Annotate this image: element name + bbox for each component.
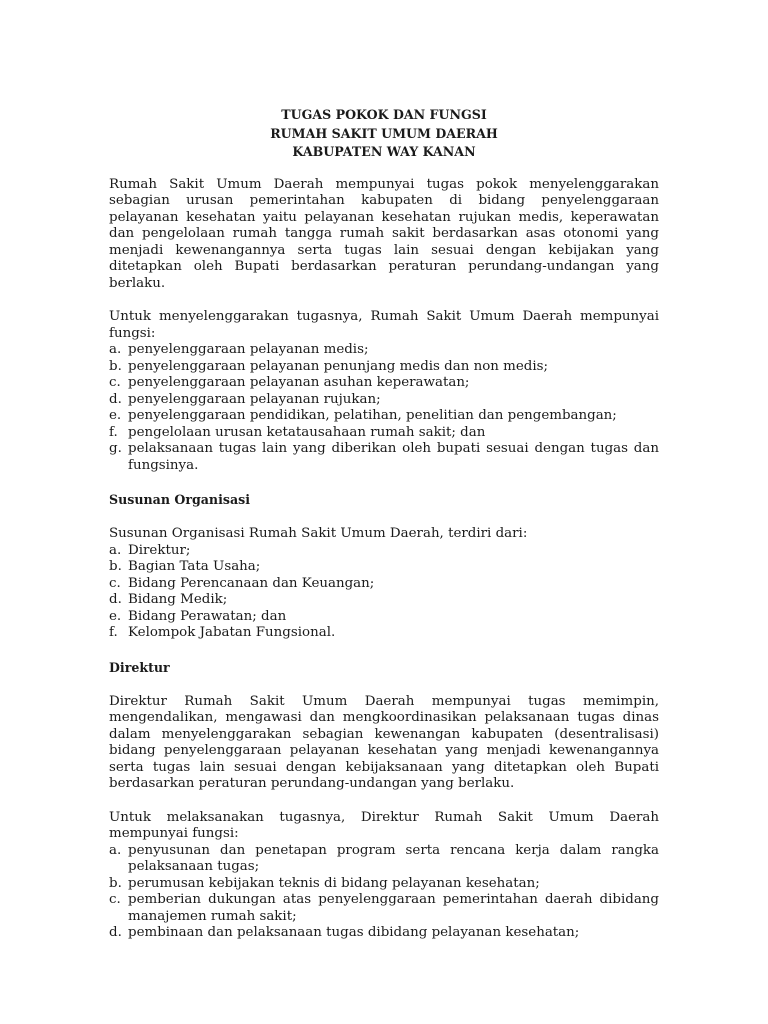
organization-intro: Susunan Organisasi Rumah Sakit Umum Daerah, terdiri dari: — [109, 526, 528, 541]
list-item — [109, 425, 659, 442]
title-line-2: RUMAH SAKIT UMUM DAERAH — [270, 125, 498, 141]
list-item — [109, 559, 659, 576]
list-item — [109, 441, 659, 474]
functions-section — [109, 309, 659, 474]
list-text: Direktur; — [128, 542, 191, 558]
list-text: penyusunan dan penetapan program serta rencana kerja dalam rangka pelaksanaan tugas; — [128, 842, 659, 874]
list-item — [109, 892, 659, 925]
list-marker: c. — [109, 892, 121, 907]
list-marker: d. — [109, 391, 122, 407]
director-functions-list — [109, 843, 659, 942]
document-content — [109, 106, 659, 942]
list-item — [109, 843, 659, 876]
list-marker: d. — [109, 925, 122, 940]
list-text: pelaksanaan tugas lain yang diberikan oleh bupati sesuai dengan tugas dan fungsinya. — [128, 441, 659, 473]
list-text: pengelolaan urusan ketatausahaan rumah sakit; dan — [128, 424, 486, 440]
director-functions-intro: Untuk melaksanakan tugasnya, Direktur Rumah Sakit Umum Daerah mempunyai fungsi: — [109, 809, 659, 841]
organization-heading: Susunan Organisasi — [109, 492, 250, 507]
list-marker: f. — [109, 424, 118, 440]
list-marker: c. — [109, 375, 121, 390]
functions-intro: Untuk menyelenggarakan tugasnya, Rumah Sakit Umum Daerah mempunyai fungsi: — [109, 309, 659, 341]
list-item — [109, 876, 659, 893]
list-text: Bidang Perencanaan dan Keuangan; — [128, 575, 375, 591]
intro-section — [109, 177, 659, 293]
intro-paragraph: Rumah Sakit Umum Daerah mempunyai tugas pokok menyelenggarakan sebagian urusan pemerintahan kabupaten di bidang penyelenggaraan pelayanan kesehatan yaitu pelayanan kesehatan rujukan medis, keperawatan dan pengelolaan rumah tangga rumah sakit berdasarkan asas otonomi yang menjadi kewenangannya serta tugas lain sesuai dengan kebijakan yang ditetapkan oleh Bupati berdasarkan peraturan perundang-undangan yang berlaku. — [109, 176, 659, 291]
title-line-3: KABUPATEN WAY KANAN — [292, 144, 476, 159]
director-section — [109, 659, 659, 942]
list-text: Bagian Tata Usaha; — [128, 559, 261, 574]
list-item — [109, 592, 659, 609]
list-marker: a. — [109, 842, 122, 858]
director-heading: Direktur — [109, 659, 170, 675]
list-item — [109, 392, 659, 409]
list-item — [109, 925, 659, 942]
list-text: perumusan kebijakan teknis di bidang pelayanan kesehatan; — [128, 875, 540, 891]
list-text: penyelenggaraan pendidikan, pelatihan, penelitian dan pengembangan; — [128, 408, 617, 423]
functions-list — [109, 342, 659, 474]
list-marker: f. — [109, 625, 118, 640]
list-marker: e. — [109, 408, 122, 423]
list-item — [109, 625, 659, 642]
list-marker: a. — [109, 542, 122, 558]
list-marker: b. — [109, 875, 122, 891]
list-marker: b. — [109, 358, 122, 374]
title-line-1: TUGAS POKOK DAN FUNGSI — [281, 107, 487, 122]
document-title — [109, 106, 659, 162]
list-text: penyelenggaraan pelayanan penunjang medis dan non medis; — [128, 358, 549, 374]
list-marker: g. — [109, 441, 122, 456]
list-item — [109, 543, 659, 560]
list-item — [109, 375, 659, 392]
list-marker: c. — [109, 575, 121, 591]
list-text: penyelenggaraan pelayanan medis; — [128, 342, 369, 357]
list-item — [109, 342, 659, 359]
list-marker: d. — [109, 592, 122, 607]
list-text: Kelompok Jabatan Fungsional. — [128, 625, 336, 640]
list-text: pemberian dukungan atas penyelenggaraan pemerintahan daerah dibidang manajemen rumah sakit; — [128, 892, 659, 924]
list-marker: e. — [109, 608, 122, 624]
list-marker: a. — [109, 342, 122, 357]
organization-list — [109, 543, 659, 642]
list-item — [109, 576, 659, 593]
list-item — [109, 408, 659, 425]
list-marker: b. — [109, 559, 122, 574]
list-item — [109, 609, 659, 626]
list-text: Bidang Medik; — [128, 592, 228, 607]
list-text: pembinaan dan pelaksanaan tugas dibidang pelayanan kesehatan; — [128, 925, 580, 940]
list-text: penyelenggaraan pelayanan asuhan keperawatan; — [128, 375, 470, 390]
list-item — [109, 359, 659, 376]
list-text: Bidang Perawatan; dan — [128, 608, 287, 624]
organization-section — [109, 491, 659, 642]
director-paragraph: Direktur Rumah Sakit Umum Daerah mempunyai tugas memimpin, mengendalikan, mengawasi dan mengkoordinasikan pelaksanaan tugas dinas dalam menyelenggarakan sebagian kewenangan kabupaten (desentralisasi) bidang penyelenggaraan pelayanan kesehatan yang menjadi kewenangannya serta tugas lain sesuai dengan kebijaksanaan yang ditetapkan oleh Bupati berdasarkan peraturan perundang-undangan yang berlaku. — [109, 693, 659, 791]
list-text: penyelenggaraan pelayanan rujukan; — [128, 391, 381, 407]
